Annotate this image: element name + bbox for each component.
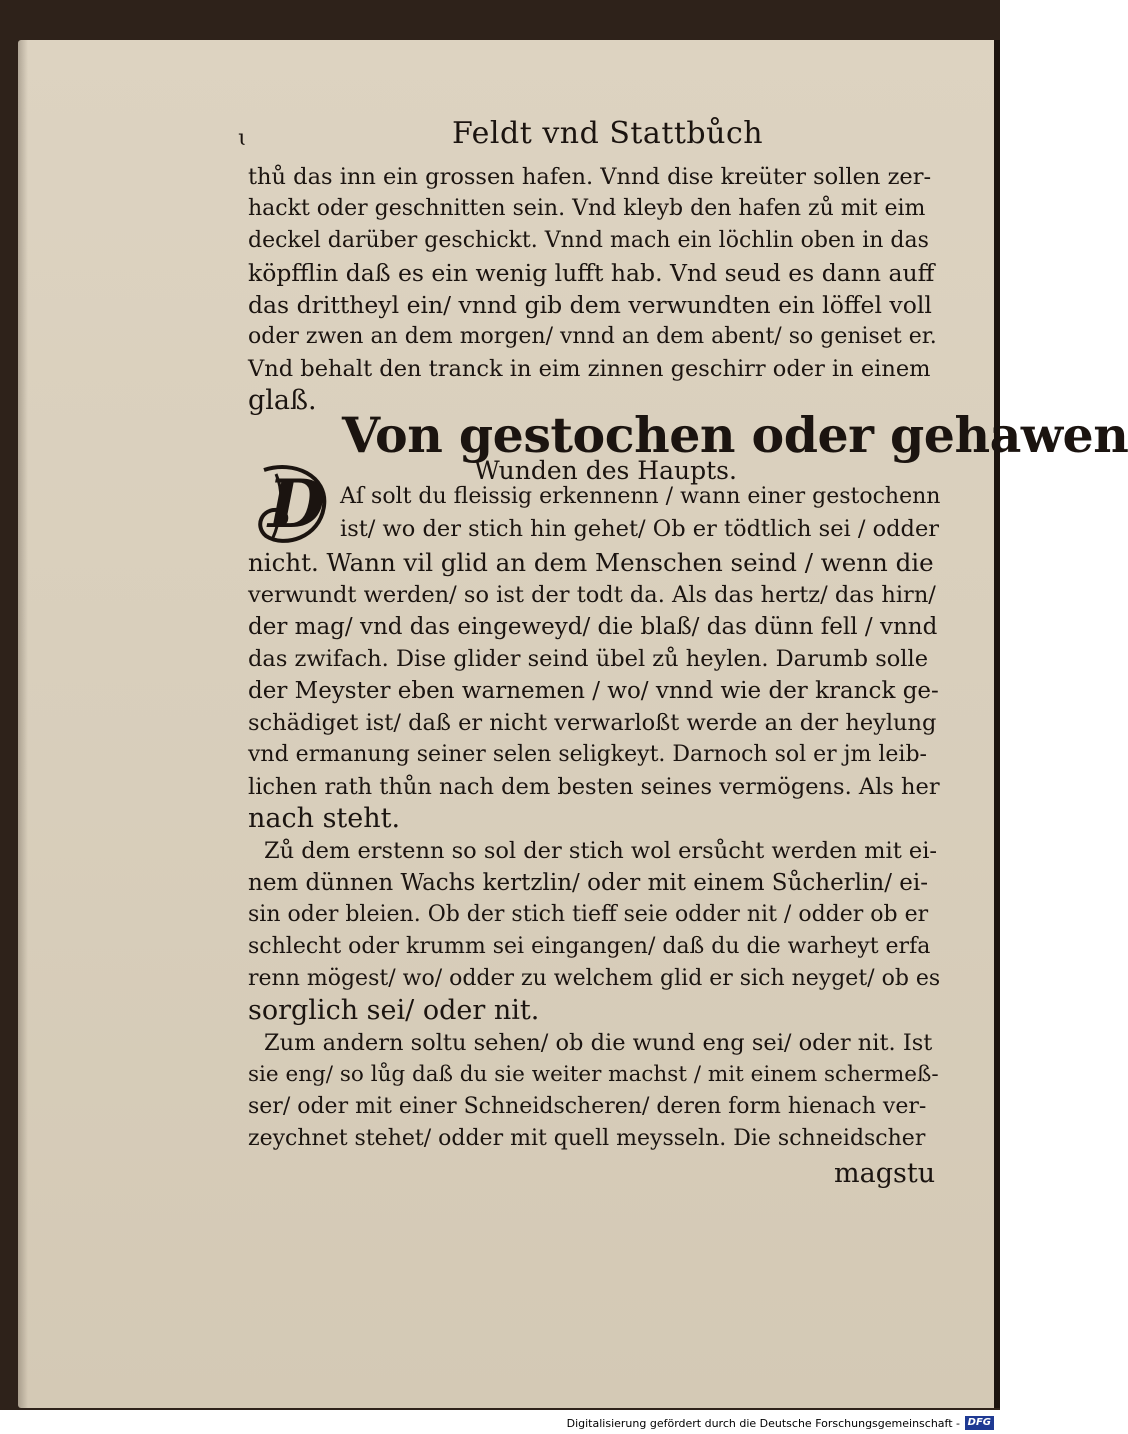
text-line: renn mögest/ wo/ odder zu welchem glid er sich neyget/ ob es (248, 966, 941, 991)
text-line: ist/ wo der stich hin gehet/ Ob er tödtlich sei / odder (340, 516, 940, 542)
catchword: magstu (834, 1158, 936, 1189)
text-line: deckel darüber geschickt. Vnnd mach ein löchlin oben in das (248, 228, 929, 253)
text-line: oder zwen an dem morgen/ vnnd an dem abent/ so geniset er. (248, 324, 937, 349)
text-line: sorglich sei/ oder nit. (248, 995, 540, 1026)
text-line: glaß. (248, 385, 317, 416)
marginal-mark: ɩ (238, 126, 247, 151)
dfg-logo-icon: DFG (965, 1416, 994, 1430)
running-head: Feldt vnd Stattbůch (452, 116, 764, 151)
text-line: das drittheyl ein/ vnnd gib dem verwundten ein löffel voll (248, 291, 932, 319)
text-line: zeychnet stehet/ odder mit quell meysseln. Die schneidscher (248, 1126, 926, 1151)
text-line: schädiget ist/ daß er nicht verwarloßt werde an der heylung (248, 710, 937, 736)
text-line: das zwifach. Dise glider seind übel zů heylen. Darumb solle (248, 646, 929, 672)
text-line: Zum andern soltu sehen/ ob die wund eng sei/ oder nit. Ist (264, 1030, 933, 1056)
text-line: schlecht oder krumm sei eingangen/ daß du die warheyt erfa (248, 934, 931, 959)
section-subheading: Wunden des Haupts. (474, 456, 737, 485)
text-line: der Meyster eben warnemen / wo/ vnnd wie der kranck ge- (248, 678, 939, 704)
text-line: ser/ oder mit einer Schneidscheren/ deren form hienach ver- (248, 1094, 927, 1119)
text-line: nach steht. (248, 803, 401, 834)
text-line: köpfflin daß es ein wenig lufft hab. Vnd seud es dann auff (248, 259, 935, 287)
initial-letter: D (268, 465, 326, 543)
text-line: Aſ solt du fleissig erkennenn / wann einer gestochenn (340, 484, 941, 509)
text-line: lichen rath thůn nach dem besten seines vermögens. Als her (248, 774, 940, 800)
text-line: hackt oder geschnitten sein. Vnd kleyb den hafen zů mit eim (248, 196, 926, 221)
text-line: Vnd behalt den tranck in eim zinnen geschirr oder in einem (248, 356, 931, 382)
text-line: nicht. Wann vil glid an dem Menschen seind / wenn die (248, 548, 934, 577)
text-line: sie eng/ so lůg daß du sie weiter machst / mit einem schermeß- (248, 1062, 939, 1087)
text-line: nem dünnen Wachs kertzlin/ oder mit einem Sůcherlin/ ei- (248, 870, 929, 896)
text-line: sin oder bleien. Ob der stich tieff seie odder nit / odder ob er (248, 902, 929, 927)
text-line: Zů dem erstenn so sol der stich wol ersůcht werden mit ei- (264, 838, 938, 864)
text-line: vnd ermanung seiner selen seligkeyt. Darnoch sol er jm leib- (248, 742, 927, 767)
digitization-footer (0, 1412, 1000, 1434)
text-line: thů das inn ein grossen hafen. Vnnd dise kreüter sollen zer- (248, 164, 932, 190)
text-line: verwundt werden/ so ist der todt da. Als das hertz/ das hirn/ (248, 582, 936, 608)
funding-credit: Digitalisierung gefördert durch die Deutsche Forschungsgemeinschaft - (566, 1417, 960, 1430)
text-line: der mag/ vnd das eingeweyd/ die blaß/ das dünn fell / vnnd (248, 614, 938, 640)
section-heading: Von gestochen oder gehawen (342, 406, 1128, 464)
decorated-initial (254, 458, 334, 550)
